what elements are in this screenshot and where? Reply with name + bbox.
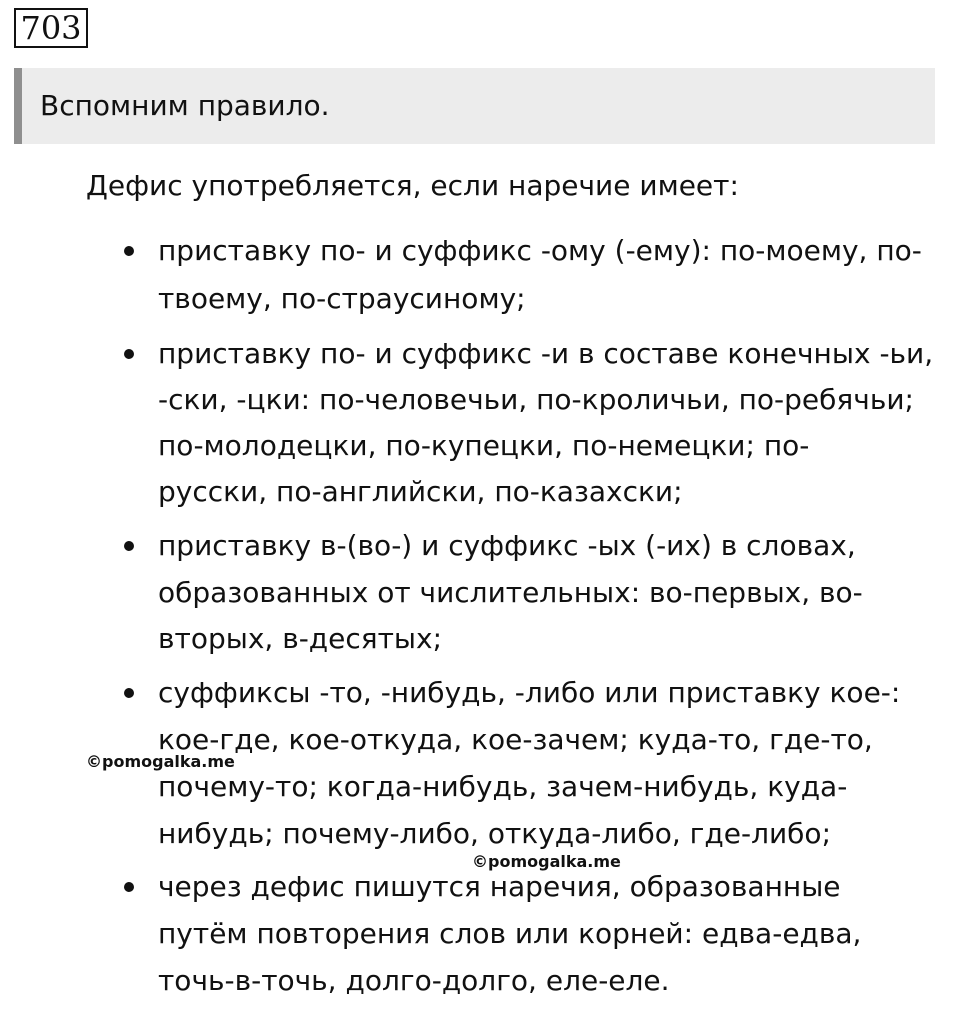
- task-number: 703: [14, 8, 88, 48]
- list-item-line: путём повторения слов или корней: едва-едва,: [158, 917, 862, 950]
- list-item-line: приставку по- и суффикс -ому (-ему): по-моему, по-: [158, 234, 922, 267]
- list-item-line: кое-где, кое-откуда, кое-зачем; куда-то, где-то,: [158, 723, 873, 756]
- list-item-line: твоему, по-страусиному;: [158, 282, 526, 315]
- intro-text: Дефис употребляется, если наречие имеет:: [86, 169, 739, 202]
- watermark-text: ©pomogalka.me: [86, 752, 235, 771]
- bullet-icon: [124, 688, 134, 698]
- list-item-line: русски, по-английски, по-казахски;: [158, 475, 683, 508]
- bullet-icon: [124, 541, 134, 551]
- list-item-line: приставку в-(во-) и суффикс -ых (-их) в словах,: [158, 529, 856, 562]
- list-item-line: -ски, -цки: по-человечьи, по-кроличьи, по-ребячьи;: [158, 383, 914, 416]
- list-item-line: точь-в-точь, долго-долго, еле-еле.: [158, 964, 670, 997]
- list-item-line: приставку по- и суффикс -и в составе конечных -ьи,: [158, 337, 934, 370]
- watermark-text: ©pomogalka.me: [472, 852, 621, 871]
- rule-banner-title: Вспомним правило.: [40, 89, 330, 122]
- bullet-icon: [124, 349, 134, 359]
- list-item-line: образованных от числительных: во-первых, во-: [158, 576, 863, 609]
- list-item-line: нибудь; почему-либо, откуда-либо, где-либо;: [158, 817, 831, 850]
- list-item-line: суффиксы -то, -нибудь, -либо или приставку кое-:: [158, 676, 901, 709]
- list-item-line: через дефис пишутся наречия, образованные: [158, 870, 841, 903]
- bullet-icon: [124, 882, 134, 892]
- list-item-line: по-молодецки, по-купецки, по-немецки; по-: [158, 429, 810, 462]
- bullet-icon: [124, 246, 134, 256]
- list-item-line: почему-то; когда-нибудь, зачем-нибудь, куда-: [158, 770, 848, 803]
- list-item-line: вторых, в-десятых;: [158, 622, 443, 655]
